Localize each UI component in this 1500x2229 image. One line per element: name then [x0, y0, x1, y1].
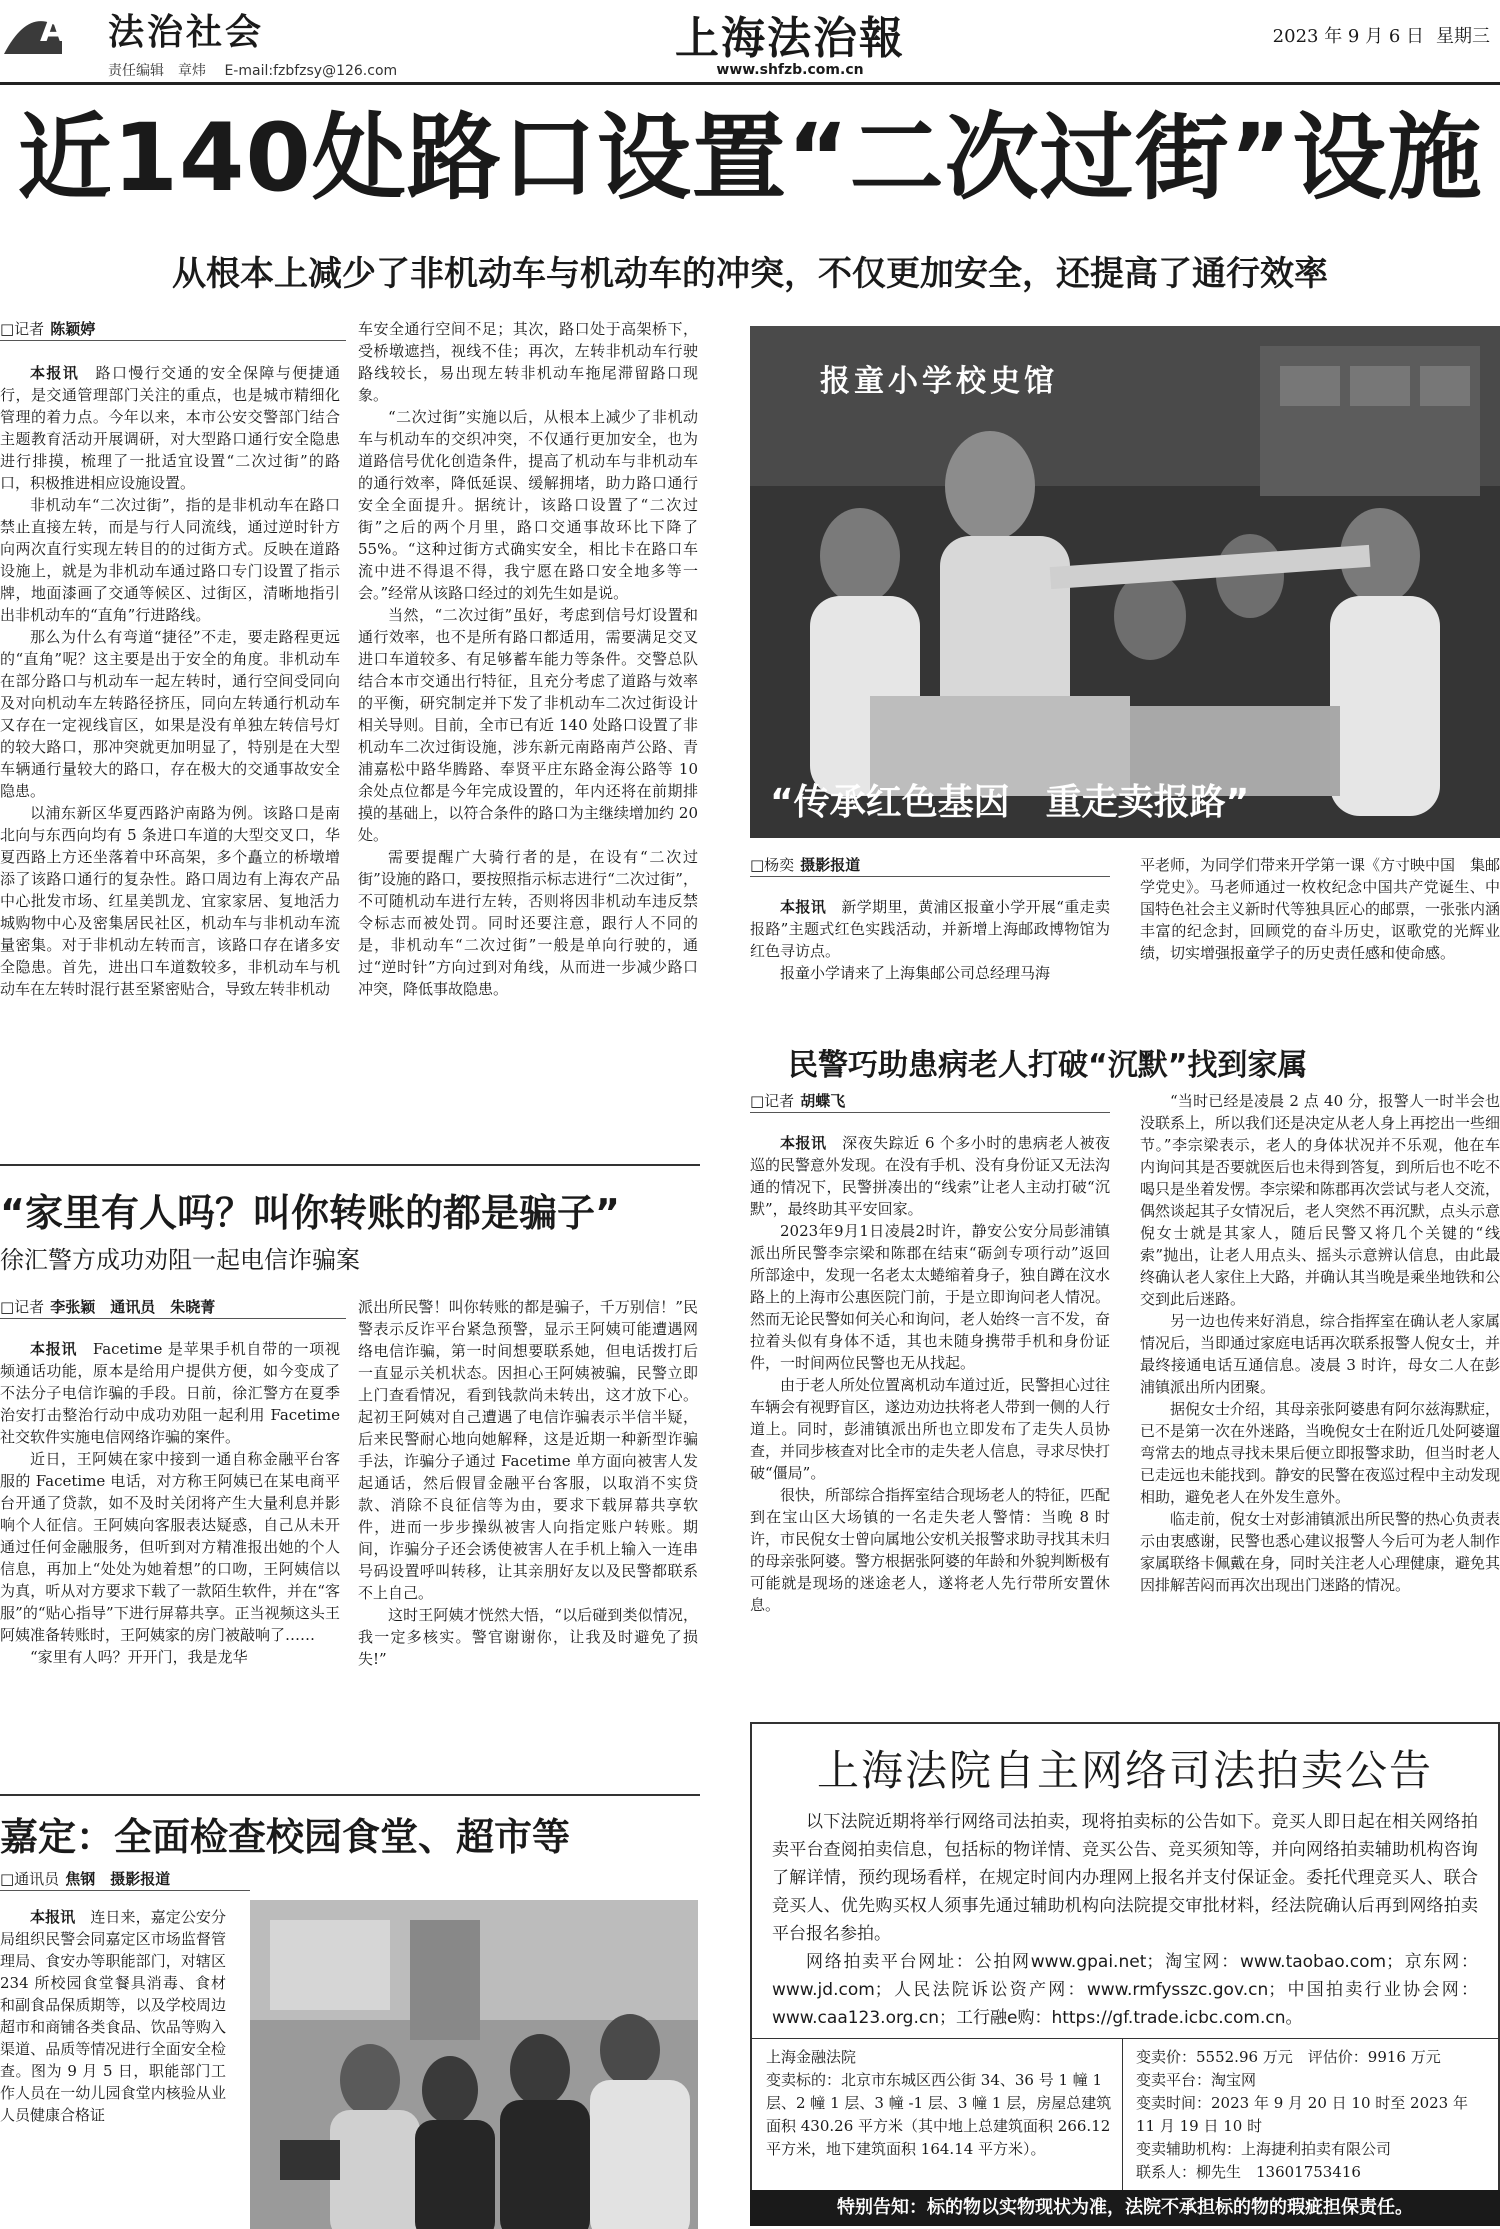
paragraph-text: 非机动车“二次过街”，指的是非机动车在路口禁止直接左转，而是与行人同流线，通过逆时针方向两次直行实现左转目的的过街方式。反映在道路设施上，就是为非机动车通过路口专门设置了指示牌，地面漆画了交通等候区、过街区，清晰地指引出非机动车的“直角”行进路线。	[0, 496, 340, 624]
paragraph	[0, 1906, 226, 2126]
notice-divider	[752, 2038, 1498, 2039]
photo-story-column-2	[1140, 854, 1500, 1014]
lot-court: 上海金融法院	[766, 2048, 857, 2066]
paragraph-text: 临走前，倪女士对彭浦镇派出所民警的热心负责表示由衷感谢，民警也悉心建议报警人今后可为老人制作家属联络卡佩戴在身，同时关注老人心理健康，避免其因排解苦闷而再次出现出门迷路的情况。	[1140, 1510, 1500, 1594]
paragraph-text: 这时王阿姨才恍然大悟，“以后碰到类似情况，我一定多核实。警官谢谢你，让我及时避免了损失!”	[358, 1606, 698, 1668]
police-column-1	[750, 1132, 1110, 1700]
lead-column-1	[0, 362, 340, 1162]
paragraph-text: 派出所民警！叫你转账的都是骗子，千万别信！”民警表示反诈平台紧急预警，显示王阿姨可能遭遇网络电信诈骗，第一时间想要联系她，但电话拨打后一直显示关机状态。因担心王阿姨被骗，民警立即上门查看情况，看到钱款尚未转出，这才放下心。起初王阿姨对自己遭遇了电信诈骗表示半信半疑，后来民警耐心地向她解释，这是近期一种新型诈骗手法，诈骗分子通过 Facetime 单方面向被害人发起通话，然后假冒金融平台客服，以取消不实贷款、消除不良征信等为由，要求下载屏幕共享软件，进而一步步操纵被害人向指定账户转账。期间，诈骗分子还会诱使被害人在手机上输入一连串号码设置呼叫转移，让其亲朋好友以及民警都联系不上自己。	[358, 1298, 698, 1602]
paragraph-text: 车安全通行空间不足；其次，路口处于高架桥下，受桥墩遮挡，视线不佳；再次，左转非机动车行驶路线较长，易出现左转非机动车拖尾滞留路口现象。	[358, 320, 698, 404]
police-byline	[750, 1090, 845, 1111]
paragraph	[1140, 1508, 1500, 1596]
lot-detail-line: 变卖辅助机构：上海捷利拍卖有限公司	[1136, 2140, 1392, 2158]
paragraph	[750, 1132, 1110, 1220]
paragraph	[358, 604, 698, 846]
jiading-column	[0, 1906, 226, 2226]
paragraph-text: 那么为什么有弯道“捷径”不走，要走路程更远的“直角”呢？这主要是出于安全的角度。非机动车在部分路口与机动车一起左转时，通行空间受同向及对向机动车左转路径挤压，同向左转通行机动车又存在一定视线盲区，如果是没有单独左转信号灯的较大路口，那冲突就更加明显了，特别是在大型车辆通行量较大的路口，存在极大的交通事故安全隐患。	[0, 628, 340, 800]
paragraph	[358, 318, 698, 406]
byline-label: □杨奕	[750, 856, 795, 874]
jiading-story-title: 嘉定：全面检查校园食堂、超市等	[0, 1815, 571, 1859]
paragraph	[0, 1448, 340, 1646]
school-photo	[750, 326, 1500, 838]
auction-intro	[772, 1808, 1478, 2032]
byline-role: 摄影报道	[800, 856, 861, 874]
paragraph	[1140, 1090, 1500, 1310]
editor-email: E-mail:fzbfzsy@126.com	[224, 63, 398, 79]
masthead: 上海法治報	[675, 13, 905, 64]
section-rule	[0, 1794, 700, 1796]
paragraph	[750, 1220, 1110, 1374]
lot-detail-line: 变卖平台：淘宝网	[1136, 2071, 1257, 2089]
photo-story-column-1	[750, 896, 1110, 1016]
issue-date	[1261, 22, 1490, 48]
lot-detail-line: 变卖价：5552.96 万元 评估价：9916 万元	[1136, 2048, 1441, 2066]
lead-byline	[0, 318, 95, 339]
paragraph	[358, 846, 698, 1000]
weekday-text: 星期三	[1436, 26, 1490, 47]
jiading-byline	[0, 1868, 170, 1889]
paragraph	[0, 1646, 340, 1668]
byline-rule	[0, 1318, 346, 1319]
section-name: 法治社会	[108, 12, 265, 53]
auction-lot-left	[766, 2046, 1112, 2161]
byline-rule	[0, 1890, 250, 1891]
byline-names: 焦钢 摄影报道	[65, 1870, 171, 1888]
paragraph-text: 由于老人所处位置离机动车道过近，民警担心过往车辆会有视野盲区，遂边劝边扶将老人带到一侧的人行道上。同时，彭浦镇派出所也立即发布了走失人员协查，并同步核查对比全市的走失老人信息，寻求尽快打破“僵局”。	[750, 1376, 1110, 1482]
byline-label: □记者	[750, 1092, 795, 1110]
photo-caption-title: “传承红色基因 重走卖报路”	[770, 782, 1250, 823]
byline-label: □记者	[0, 320, 45, 338]
paragraph-text: 很快，所部综合指挥室结合现场老人的特征，匹配到在宝山区大场镇的一名走失老人警情：当晚 8 时许，市民倪女士曾向属地公安机关报警求助寻找其未归的母亲张阿婆。警方根据张阿婆的年龄和外貌判断极有可能就是现场的迷途老人，遂将老人先行带所安置休息。	[750, 1486, 1110, 1614]
auction-intro-text: 以下法院近期将举行网络司法拍卖，现将拍卖标的公告如下。竞买人即日起在相关网络拍卖平台查阅拍卖信息，包括标的物详情、竞买公告、竞买须知等，并向网络拍卖辅助机构咨询了解详情，预约现场看样，在规定时间内办理网上报名并支付保证金。委托代理竞买人、联合竞买人、优先购买权人须事先通过辅助机构向法院提交审批材料，经法院确认后再到网络拍卖平台报名参拍。	[772, 1812, 1478, 1944]
auction-notice	[750, 1722, 1500, 2192]
byline-name: 胡蝶飞	[800, 1092, 846, 1110]
byline-names: 李张颖 通讯员 朱晓菁	[50, 1298, 216, 1316]
dateline: 本报讯	[780, 898, 827, 916]
paragraph-text: “二次过街”实施以后，从根本上减少了非机动车与机动车的交织冲突，不仅通行更加安全，也为道路信号优化创造条件，提高了机动车与非机动车的通行效率，降低延误、缓解拥堵，助力路口通行安全全面提升。据统计，该路口设置了“二次过街”之后的两个月里，路口交通事故环比下降了 55%。“这种过街方式确实安全，相比卡在路口车流中进不得退不得，我宁愿在路口安全地多等一会。”经常从该路口经过的刘先生如是说。	[358, 408, 698, 602]
paragraph	[750, 1374, 1110, 1484]
byline-label: □记者	[0, 1298, 45, 1316]
paragraph-text: Facetime 是苹果手机自带的一项视频通话功能，原本是给用户提供方便，如今变成了不法分子电信诈骗的手段。日前，徐汇警方在夏季治安打击整治行动中成功劝阻一起利用 Facetime 社交软件实施电信网络诈骗的案件。	[0, 1340, 340, 1446]
paragraph-text: 路口慢行交通的安全保障与便捷通行，是交通管理部门关注的重点，也是城市精细化管理的着力点。今年以来，本市公安交警部门结合主题教育活动开展调研，对大型路口通行安全隐患进行排摸，梳理了一批适宜设置“二次过街”的路口，积极推进相应设施设置。	[0, 364, 340, 492]
byline-rule	[0, 340, 346, 341]
lot-description: 变卖标的：北京市东城区西公街 34、36 号 1 幢 1 层、2 幢 1 层、3 幢 -1 层、3 幢 1 层，房屋总建筑面积 430.26 平方米（其中地上总建筑面积 266.12 平方米，地下建筑面积 164.14 平方米）。	[766, 2071, 1112, 2158]
notice-vdivider	[1122, 2038, 1123, 2190]
byline-label: □通讯员	[0, 1870, 60, 1888]
fraud-story-title: “家里有人吗？叫你转账的都是骗子”	[0, 1191, 620, 1235]
paragraph	[1140, 854, 1500, 964]
paragraph	[1140, 1310, 1500, 1398]
byline-rule	[750, 1112, 1110, 1113]
paragraph	[750, 896, 1110, 962]
editor-label: 责任编辑 章炜	[108, 63, 206, 79]
masthead-url: www.shfzb.com.cn	[716, 62, 864, 78]
editor-line	[108, 60, 411, 80]
auction-lot-right	[1136, 2046, 1486, 2184]
date-text: 2023 年 9 月 6 日	[1272, 26, 1424, 47]
dateline: 本报讯	[780, 1134, 827, 1152]
paragraph-text: 近日，王阿姨在家中接到一通自称金融平台客服的 Facetime 电话，对方称王阿姨已在某电商平台开通了贷款，如不及时关闭将产生大量利息并影响个人征信。王阿姨向客服表达疑惑，自己从未开通过任何金融服务，但听到对方精准报出她的个人信息，再加上“处处为她着想”的口吻，王阿姨信以为真，听从对方要求下载了一款陌生软件，并在“客服”的“贴心指导”下进行屏幕共享。正当视频这头王阿姨准备转账时，王阿姨家的房门被敲响了……	[0, 1450, 340, 1644]
auction-footer: 特别告知：标的物以实物现状为准，法院不承担标的物的瑕疵担保责任。	[750, 2190, 1500, 2226]
paragraph	[0, 494, 340, 626]
police-column-2	[1140, 1090, 1500, 1700]
paragraph-text: 以浦东新区华夏西路沪南路为例。该路口是南北向与东西向均有 5 条进口车道的大型交叉口，华夏西路上方还坐落着中环高架，多个矗立的桥墩增添了该路口通行的复杂性。路口周边有上海农产品中心批发市场、红星美凯龙、宜家家居、复地活力城购物中心及密集居民社区，机动车与非机动车流量密集。对于非机动左转而言，该路口存在诸多安全隐患。首先，进出口车道数较多，非机动车与机动车在左转时混行甚至紧密贴合，导致左转非机动	[0, 804, 340, 998]
paragraph	[0, 626, 340, 802]
dateline: 本报讯	[30, 364, 80, 382]
paragraph	[0, 1338, 340, 1448]
paragraph	[750, 1484, 1110, 1616]
paragraph	[358, 1296, 698, 1604]
dateline: 本报讯	[30, 1340, 78, 1358]
paragraph-text: 连日来，嘉定公安分局组织民警会同嘉定区市场监督管理局、食安办等职能部门，对辖区 234 所校园食堂餐具消毒、食材和副食品保质期等，以及学校周边超市和商铺各类食品、饮品等购入渠道、品质等情况进行全面安全检查。图为 9 月 5 日，职能部门工作人员在一幼儿园食堂内核验从业人员健康合格证	[0, 1908, 226, 2124]
paragraph	[0, 362, 340, 494]
paragraph	[0, 802, 340, 1000]
paragraph-text: 另一边也传来好消息，综合指挥室在确认老人家属情况后，当即通过家庭电话再次联系报警人倪女士，并最终接通电话互通信息。凌晨 3 时许，母女二人在彭浦镇派出所内团聚。	[1140, 1312, 1500, 1396]
paragraph-text: 当然，“二次过街”虽好，考虑到信号灯设置和通行效率，也不是所有路口都适用，需要满足交叉进口车道较多、有足够蓄车能力等条件。交警总队结合本市交通出行特征，且充分考虑了道路与效率的平衡，研究制定并下发了非机动车二次过街设计相关导则。目前，全市已有近 140 处路口设置了非机动车二次过街设施，涉东新元南路南芦公路、青浦嘉松中路华腾路、奉贤平庄东路金海公路等 10 余处点位都是今年完成设置的，年内还将在前期排摸的基础上，以符合条件的路口为主继续增加约 20 处。	[358, 606, 698, 844]
fraud-column-2	[358, 1296, 698, 1780]
auction-title: 上海法院自主网络司法拍卖公告	[816, 1746, 1433, 1795]
lead-headline: 近140处路口设置“二次过街”设施	[17, 104, 1483, 213]
paragraph-text: 需要提醒广大骑行者的是，在设有“二次过街”设施的路口，要按照指示标志进行“二次过街”，不可随机动车进行左转，否则将因非机动车违反禁令标志而被处罚。同时还要注意，跟行人不同的是，非机动车“二次过街”一般是单向行驶的，通过“逆时针”方向过到对角线，从而进一步减少路口冲突，降低事故隐患。	[358, 848, 698, 998]
photo-sign: 报童小学校史馆	[820, 364, 1058, 399]
page-number: A5	[40, 10, 90, 50]
lead-subheadline: 从根本上减少了非机动车与机动车的冲突，不仅更加安全，还提高了通行效率	[172, 254, 1328, 294]
lead-column-2	[358, 318, 698, 1162]
lot-detail-line: 联系人：柳先生 13601753416	[1136, 2163, 1361, 2181]
paragraph-text: 深夜失踪近 6 个多小时的患病老人被夜巡的民警意外发现。在没有手机、没有身份证又无法沟通的情况下，民警拼凑出的“线索”让老人主动打破“沉默”，最终助其平安回家。	[750, 1134, 1110, 1218]
fraud-story-subtitle: 徐汇警方成功劝阻一起电信诈骗案	[0, 1246, 360, 1274]
paragraph-text: “家里有人吗？开开门，我是龙华	[30, 1648, 248, 1666]
photo-byline	[750, 854, 860, 875]
paragraph-text: 新学期里，黄浦区报童小学开展“重走卖报路”主题式红色实践活动，并新增上海邮政博物馆为红色寻访点。	[750, 898, 1110, 960]
auction-platforms: 网络拍卖平台网址：公拍网www.gpai.net；淘宝网：www.taobao.com；京东网：www.jd.com；人民法院诉讼资产网：www.rmfysszc.gov.cn；中国拍卖行业协会网：www.caa123.org.cn；工行融e购：https://gf.trade.icbc.com.cn。	[772, 1952, 1478, 2028]
paragraph-text: 据倪女士介绍，其母亲张阿婆患有阿尔兹海默症，已不是第一次在外迷路，当晚倪女士在附近几处阿婆遛弯常去的地点寻找未果后便立即报警求助，但当时老人已走远也未能找到。静安的民警在夜巡过程中主动发现相助，避免老人在外发生意外。	[1140, 1400, 1500, 1506]
header-rule	[0, 82, 1500, 85]
inspection-photo	[250, 1900, 698, 2229]
byline-name: 陈颖婷	[50, 320, 96, 338]
paragraph-text: 2023年9月1日凌晨2时许，静安公安分局彭浦镇派出所民警李宗梁和陈郡在结束“砺剑专项行动”返回所部途中，发现一名老太太蜷缩着身子，独自蹲在汶水路上的上海市公惠医院门前，于是立即询问老人情况。然而无论民警如何关心和询问，老人始终一言不发，奋拉着头似有身体不适，其也未随身携带手机和身份证件，一时间两位民警也无从找起。	[750, 1222, 1110, 1372]
fraud-column-1	[0, 1338, 340, 1780]
police-story-title: 民警巧助患病老人打破“沉默”找到家属	[788, 1048, 1308, 1083]
section-rule	[0, 1164, 700, 1166]
paragraph	[358, 406, 698, 604]
byline-rule	[750, 876, 1110, 877]
paragraph	[358, 1604, 698, 1670]
paragraph	[1140, 1398, 1500, 1508]
lot-detail-line: 变卖时间：2023 年 9 月 20 日 10 时至 2023 年 11 月 19 日 10 时	[1136, 2094, 1468, 2135]
paragraph-text: “当时已经是凌晨 2 点 40 分，报警人一时半会也没联系上，所以我们还是决定从老人身上再挖出一些细节。”李宗梁表示，老人的身体状况并不乐观，他在车内询问其是否要就医后也未得到答复，到所后也不吃不喝只是坐着发愣。李宗梁和陈郡再次尝试与老人交流，偶然谈起其子女情况后，老人突然不再沉默，点头示意倪女士就是其家人，随后民警又将几个关键的“线索”抛出，让老人用点头、摇头示意辨认信息，由此最终确认老人家住上大路，并确认其当晚是乘坐地铁和公交到此后迷路。	[1140, 1092, 1500, 1308]
dateline: 本报讯	[30, 1908, 76, 1926]
paragraph-text: 平老师，为同学们带来开学第一课《方寸映中国 集邮学党史》。马老师通过一枚枚纪念中国共产党诞生、中国特色社会主义新时代等独具匠心的邮票，一张张内涵丰富的纪念封，回顾党的奋斗历史，讴歌党的光辉业绩，切实增强报童学子的历史责任感和使命感。	[1140, 856, 1500, 962]
paragraph-text: 报童小学请来了上海集邮公司总经理马海	[780, 964, 1051, 982]
fraud-byline	[0, 1296, 215, 1317]
paragraph	[750, 962, 1110, 984]
